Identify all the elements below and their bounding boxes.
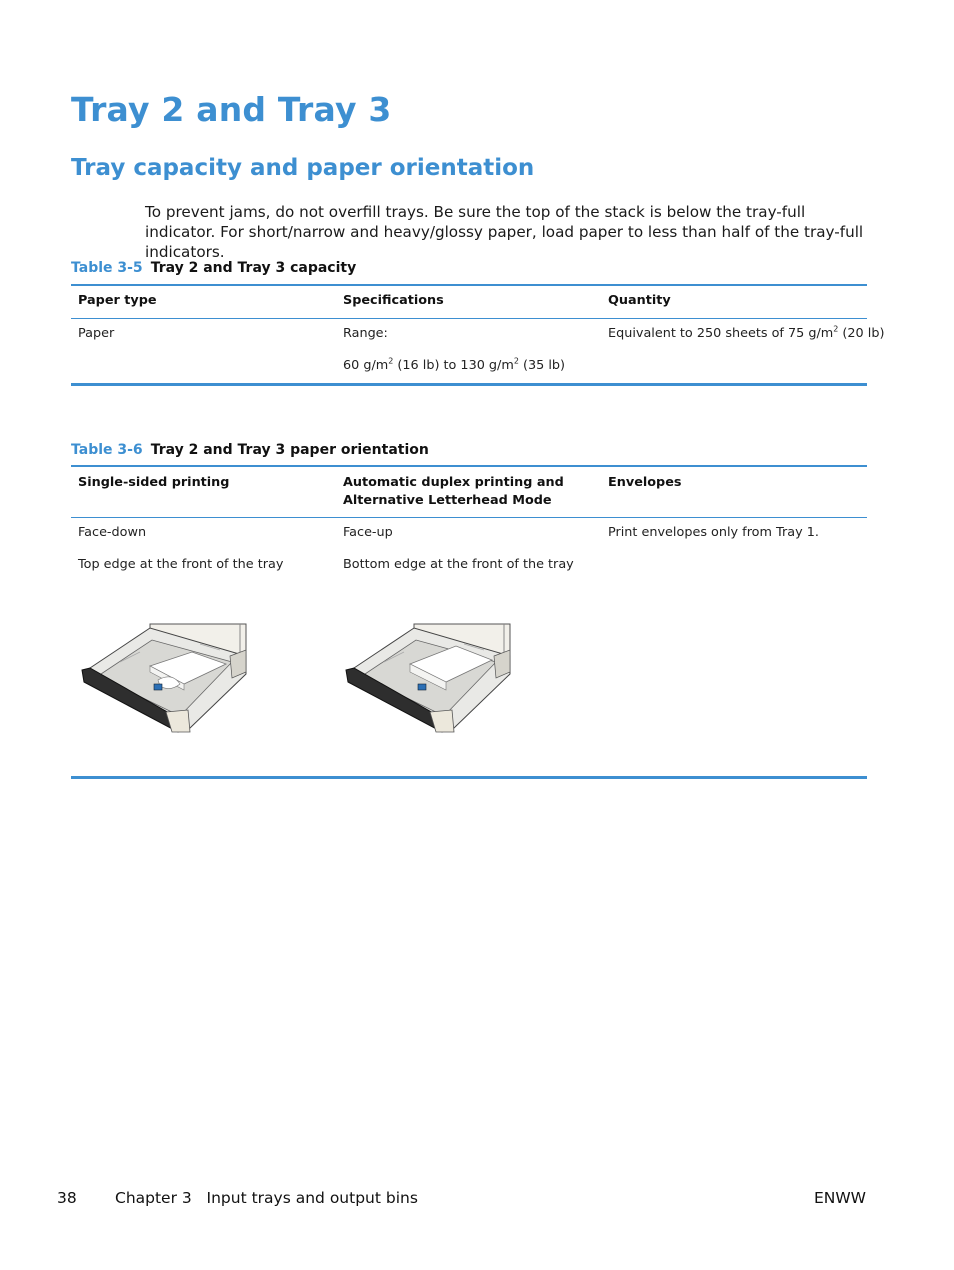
cell-top-edge: Top edge at the front of the tray bbox=[78, 557, 284, 572]
column-header-quantity: Quantity bbox=[608, 293, 671, 308]
cell-spec-range-value bbox=[343, 358, 565, 373]
column-header-duplex-line1: Automatic duplex printing and bbox=[343, 475, 564, 490]
table-bottom-rule bbox=[71, 776, 867, 779]
cell-face-down: Face-down bbox=[78, 525, 147, 540]
cell-spec-range-label: Range: bbox=[343, 326, 388, 341]
table-bottom-rule bbox=[71, 383, 867, 386]
qty-text-b: (20 lb) bbox=[838, 326, 885, 341]
cell-envelopes: Print envelopes only from Tray 1. bbox=[608, 525, 819, 540]
spec-sup-b: 2 bbox=[513, 356, 519, 366]
cell-bottom-edge: Bottom edge at the front of the tray bbox=[343, 557, 574, 572]
table-header-rule bbox=[71, 517, 867, 518]
table-top-rule bbox=[71, 284, 867, 286]
spec-text-b: (16 lb) to 130 g/m bbox=[393, 358, 514, 373]
intro-paragraph: To prevent jams, do not overfill trays. Be sure the top of the stack is below the tray-full indicator. For short/narrow and heavy/glossy paper, load paper to less than half of the tray-full indicators. bbox=[145, 203, 864, 261]
section-title: Tray capacity and paper orientation bbox=[71, 155, 535, 181]
table-header-rule bbox=[71, 318, 867, 319]
qty-sup: 2 bbox=[833, 324, 839, 334]
table-top-rule bbox=[71, 465, 867, 467]
cell-face-up: Face-up bbox=[343, 525, 393, 540]
page-title: Tray 2 and Tray 3 bbox=[71, 90, 392, 129]
table-number: Table 3-5 bbox=[71, 260, 143, 276]
column-header-envelopes: Envelopes bbox=[608, 475, 682, 490]
footer-chapter: Chapter 3 Input trays and output bins bbox=[115, 1189, 418, 1207]
qty-text-a: Equivalent to 250 sheets of 75 g/m bbox=[608, 326, 834, 341]
tray-face-up-illustration bbox=[344, 622, 514, 734]
spec-text-a: 60 g/m bbox=[343, 358, 389, 373]
table-number: Table 3-6 bbox=[71, 442, 143, 458]
table-title: Tray 2 and Tray 3 paper orientation bbox=[150, 442, 429, 458]
cell-paper-type: Paper bbox=[78, 326, 115, 341]
column-header-paper-type: Paper type bbox=[78, 293, 157, 308]
spec-text-c: (35 lb) bbox=[518, 358, 566, 373]
cell-quantity bbox=[608, 326, 884, 341]
footer-page-number: 38 bbox=[57, 1189, 77, 1207]
table-caption-orientation bbox=[71, 442, 429, 458]
table-title: Tray 2 and Tray 3 capacity bbox=[150, 260, 357, 276]
footer-right-label: ENWW bbox=[813, 1189, 866, 1207]
table-caption-capacity bbox=[71, 260, 356, 276]
spec-sup-a: 2 bbox=[388, 356, 394, 366]
column-header-single-sided: Single-sided printing bbox=[78, 475, 230, 490]
tray-face-down-illustration bbox=[80, 622, 250, 734]
column-header-duplex bbox=[343, 474, 564, 510]
column-header-duplex-line2: Alternative Letterhead Mode bbox=[343, 493, 552, 508]
column-header-specifications: Specifications bbox=[343, 293, 444, 308]
